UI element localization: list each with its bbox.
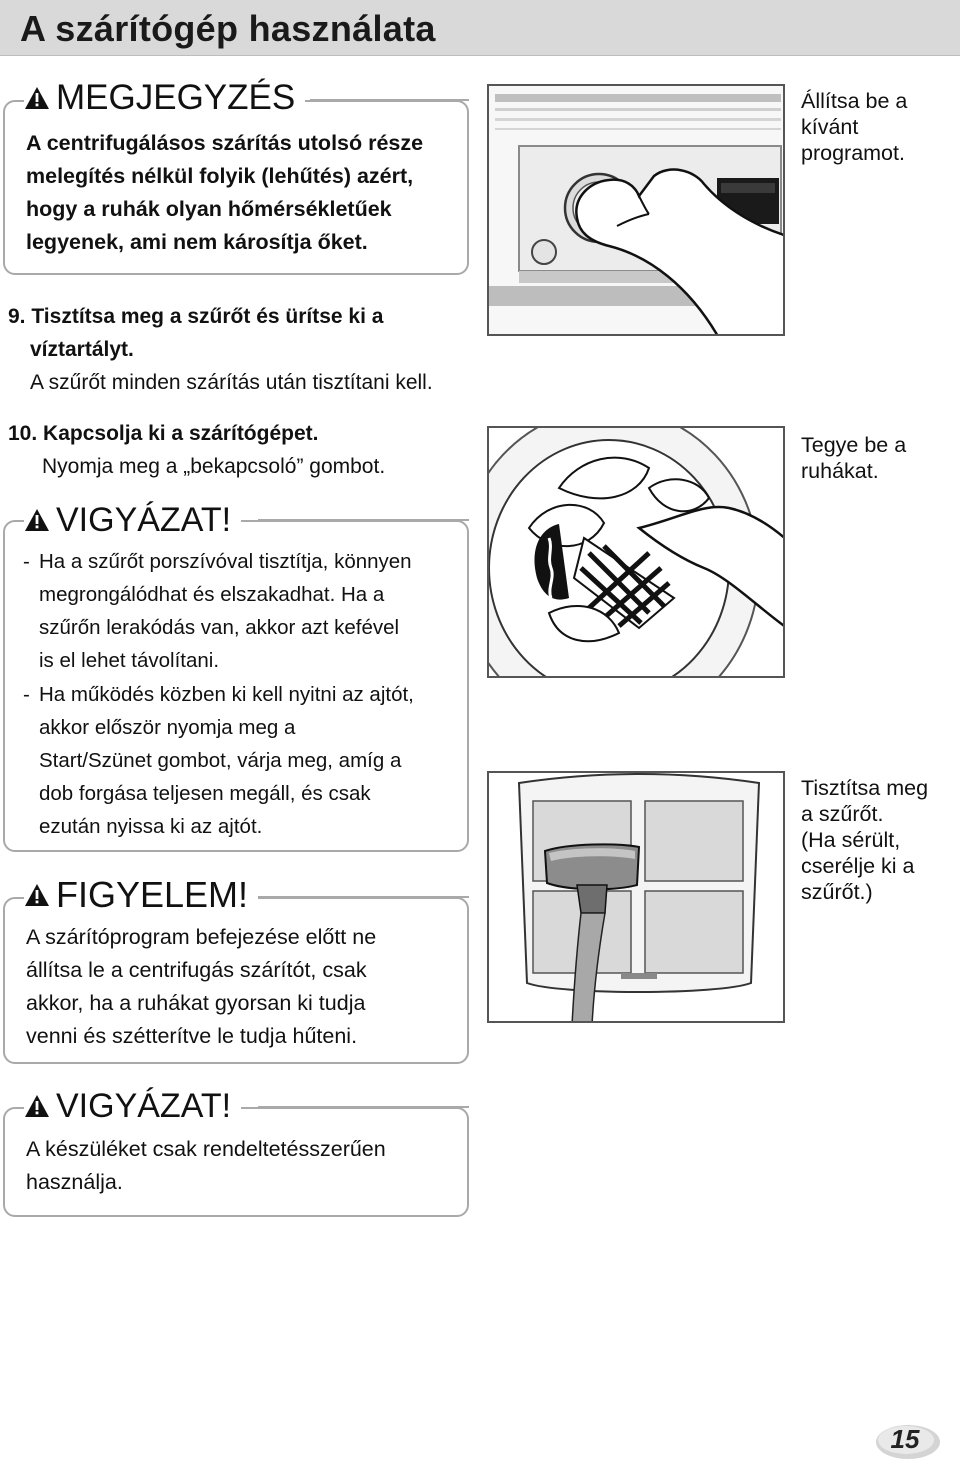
caution-box-title	[24, 500, 241, 540]
bullet-line: akkor először nyomja meg a	[39, 716, 296, 739]
bullet-line: szűrőn lerakódás van, akkor azt kefével	[39, 616, 400, 639]
step-10	[8, 417, 478, 483]
caption-line: cserélje ki a	[801, 854, 915, 878]
attention-box-title	[24, 874, 258, 916]
warning-icon	[24, 508, 50, 532]
page-number-badge	[874, 1418, 942, 1460]
step-detail: A szűrőt minden szárítás után tisztítani kell.	[30, 371, 433, 394]
caption-line: szűrőt.)	[801, 880, 873, 904]
attention-heading: FIGYELEM!	[56, 874, 249, 915]
warning-icon	[24, 883, 50, 907]
caution-2-title-rule	[258, 1106, 469, 1108]
warning-icon	[24, 1094, 50, 1118]
caution-bullet	[23, 678, 469, 843]
attention-title-rule	[258, 896, 469, 898]
caution-2-line: használja.	[26, 1170, 123, 1194]
caption-line: a szűrőt.	[801, 802, 884, 826]
note-line: hogy a ruhák olyan hőmérsékletűek	[26, 197, 392, 221]
note-line: melegítés nélkül folyik (lehűtés) azért,	[26, 164, 414, 188]
bullet-line: Start/Szünet gombot, várja meg, amíg a	[39, 749, 402, 772]
figure-dial-caption	[801, 88, 956, 166]
step-title: Kapcsolja ki a szárítógépet.	[43, 422, 319, 445]
caution-2-heading: VIGYÁZAT!	[56, 1086, 232, 1125]
caption-line: kívánt	[801, 115, 859, 139]
attention-line: állítsa le a centrifugás szárítót, csak	[26, 958, 367, 982]
step-9	[8, 300, 478, 399]
caption-line: programot.	[801, 141, 905, 165]
note-heading: MEGJEGYZÉS	[56, 78, 296, 117]
warning-icon	[24, 86, 50, 110]
page-number: 15	[890, 1424, 920, 1454]
caution-2-text	[26, 1133, 466, 1199]
caution-2-line: A készüléket csak rendeltetésszerűen	[26, 1137, 386, 1161]
bullet-line: Ha működés közben ki kell nyitni az ajtót,	[39, 683, 414, 706]
bullet-dash: -	[23, 683, 30, 706]
loading-laundry-icon	[489, 428, 785, 678]
page-header	[0, 0, 960, 56]
figure-laundry-caption	[801, 432, 956, 484]
vacuum-filter-icon	[489, 773, 785, 1023]
attention-line: akkor, ha a ruhákat gyorsan ki tudja	[26, 991, 366, 1015]
bullet-line: Ha a szűrőt porszívóval tisztítja, könnyen	[39, 550, 412, 573]
caption-line: Tegye be a	[801, 433, 907, 457]
step-number: 10.	[8, 422, 38, 445]
caution-box-2-title	[24, 1086, 241, 1126]
caption-line: (Ha sérült,	[801, 828, 901, 852]
caption-line: ruhákat.	[801, 459, 879, 483]
step-number: 9.	[8, 305, 26, 328]
caption-line: Tisztítsa meg	[801, 776, 929, 800]
caution-heading: VIGYÁZAT!	[56, 500, 232, 539]
figure-dial	[487, 84, 785, 336]
hand-turning-dial-icon	[489, 86, 785, 336]
figure-laundry	[487, 426, 785, 678]
step-detail: Nyomja meg a „bekapcsoló” gombot.	[42, 455, 386, 478]
page-title: A szárítógép használata	[20, 8, 436, 49]
bullet-line: is el lehet távolítani.	[39, 649, 220, 672]
caution-bullet	[23, 545, 469, 677]
bullet-line: dob forgása teljesen megáll, és csak	[39, 782, 371, 805]
note-box-title	[24, 78, 305, 118]
note-text	[26, 127, 466, 259]
note-line: A centrifugálásos szárítás utolsó része	[26, 131, 424, 155]
attention-line: A szárítóprogram befejezése előtt ne	[26, 925, 377, 949]
attention-line: venni és szétterítve le tudja hűteni.	[26, 1024, 358, 1048]
note-title-rule	[310, 99, 469, 101]
bullet-dash: -	[23, 550, 30, 573]
step-title-continued: víztartályt.	[30, 338, 134, 361]
figure-filter-caption	[801, 775, 956, 905]
attention-text	[26, 921, 466, 1053]
caption-line: Állítsa be a	[801, 89, 908, 113]
note-line: legyenek, ami nem károsítja őket.	[26, 230, 368, 254]
figure-filter	[487, 771, 785, 1023]
bullet-line: megrongálódhat és elszakadhat. Ha a	[39, 583, 385, 606]
step-title: Tisztítsa meg a szűrőt és ürítse ki a	[31, 305, 384, 328]
caution-title-rule	[258, 519, 469, 521]
bullet-line: ezután nyissa ki az ajtót.	[39, 815, 263, 838]
